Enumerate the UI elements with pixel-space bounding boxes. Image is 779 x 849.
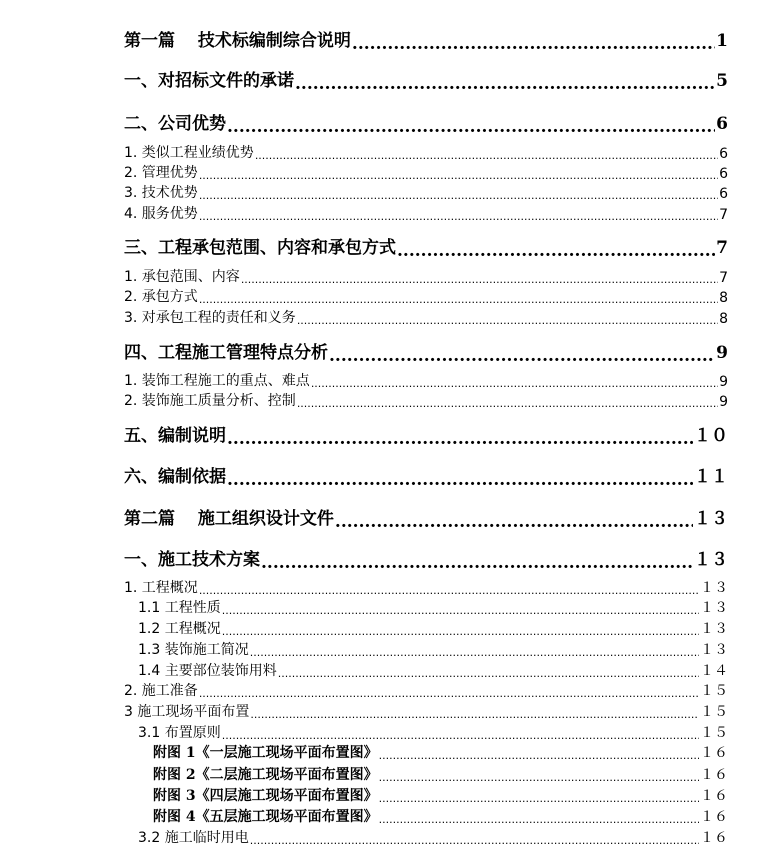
toc-entry-page: １３ [694, 509, 728, 529]
toc-entry[interactable] [124, 370, 728, 390]
toc-entry[interactable] [138, 722, 728, 742]
dot-leader [379, 770, 699, 784]
toc-entry-page: １０ [694, 426, 728, 446]
toc-entry-label: 第二篇 施工组织设计文件 [124, 509, 334, 529]
toc-entry-page: 6 [719, 186, 728, 202]
toc-entry-label: 2. 施工准备 [124, 683, 198, 699]
toc-entry[interactable] [124, 109, 728, 134]
toc-entry-label: 1.2 工程概况 [138, 621, 221, 637]
toc-entry-label: 3. 对承包工程的责任和义务 [124, 310, 296, 326]
toc-entry-page: １３ [700, 600, 728, 616]
toc-entry-page: １５ [700, 725, 728, 741]
dot-leader [278, 666, 699, 680]
dot-leader [335, 512, 693, 529]
toc-entry-page: 9 [719, 374, 728, 390]
toc-entry-label: 一、对招标文件的承诺 [124, 71, 294, 91]
dot-leader [241, 272, 718, 286]
toc-entry-page: 6 [719, 146, 728, 162]
dot-leader [379, 791, 699, 805]
toc-entry-page: １１ [694, 467, 728, 487]
toc-entry[interactable] [124, 233, 728, 258]
dot-leader [250, 645, 699, 659]
toc-entry-label: 附图 1《一层施工现场平面布置图》 [153, 745, 378, 761]
toc-entry[interactable] [153, 764, 728, 784]
toc-entry[interactable] [138, 827, 728, 847]
dot-leader [227, 470, 693, 487]
dot-leader [295, 74, 715, 91]
toc-entry-page: １５ [700, 683, 728, 699]
toc-entry[interactable] [124, 504, 728, 529]
toc-entry-label: 附图 2《二层施工现场平面布置图》 [153, 767, 378, 783]
toc-entry[interactable] [124, 142, 728, 162]
dot-leader [255, 148, 718, 162]
dot-leader [222, 603, 699, 617]
toc-entry-page: １６ [700, 788, 728, 804]
toc-entry-page: １３ [700, 580, 728, 596]
toc-entry[interactable] [124, 421, 728, 446]
toc-entry[interactable] [138, 639, 728, 659]
dot-leader [199, 583, 699, 597]
toc-entry-page: １４ [700, 663, 728, 679]
toc-entry-page: 8 [719, 311, 728, 327]
toc-entry-page: １６ [700, 809, 728, 825]
toc-entry-label: 1.3 装饰施工简况 [138, 642, 249, 658]
dot-leader [379, 748, 699, 762]
toc-entry-page: 7 [719, 207, 728, 223]
toc-entry[interactable] [124, 162, 728, 182]
toc-entry-label: 第一篇 技术标编制综合说明 [124, 31, 351, 51]
toc-entry[interactable] [124, 701, 728, 721]
dot-leader [352, 34, 715, 51]
toc-entry[interactable] [138, 660, 728, 680]
toc-entry-label: 三、工程承包范围、内容和承包方式 [124, 238, 396, 258]
toc-entry[interactable] [124, 26, 728, 51]
dot-leader [227, 429, 693, 446]
dot-leader [250, 833, 699, 847]
toc-entry-label: 1. 承包范围、内容 [124, 269, 240, 285]
toc-entry[interactable] [124, 338, 728, 363]
toc-entry-label: 1. 装饰工程施工的重点、难点 [124, 373, 310, 389]
toc-entry-page: １６ [700, 745, 728, 761]
toc-entry[interactable] [138, 597, 728, 617]
toc-entry-page: １３ [694, 550, 728, 570]
toc-entry-page: 6 [716, 114, 728, 134]
toc-entry-label: 4. 服务优势 [124, 206, 198, 222]
dot-leader [199, 168, 718, 182]
dot-leader [379, 812, 699, 826]
dot-leader [222, 728, 699, 742]
toc-entry[interactable] [124, 286, 728, 306]
toc-entry-label: 1. 类似工程业绩优势 [124, 145, 254, 161]
toc-entry[interactable] [124, 266, 728, 286]
toc-entry-label: 1. 工程概况 [124, 580, 198, 596]
dot-leader [297, 396, 718, 410]
toc-entry[interactable] [153, 785, 728, 805]
toc-entry-page: 9 [716, 343, 728, 363]
toc-entry-page: １６ [700, 830, 728, 846]
dot-leader [329, 346, 715, 363]
toc-entry[interactable] [138, 618, 728, 638]
dot-leader [250, 707, 699, 721]
toc-entry-page: 6 [719, 166, 728, 182]
toc-entry[interactable] [124, 462, 728, 487]
toc-entry-label: 附图 4《五层施工现场平面布置图》 [153, 809, 378, 825]
toc-entry-label: 四、工程施工管理特点分析 [124, 343, 328, 363]
toc-entry-page: 8 [719, 290, 728, 306]
toc-entry-label: 附图 3《四层施工现场平面布置图》 [153, 788, 378, 804]
toc-entry[interactable] [124, 66, 728, 91]
dot-leader [297, 313, 718, 327]
toc-entry-label: 六、编制依据 [124, 467, 226, 487]
toc-entry[interactable] [153, 742, 728, 762]
toc-entry[interactable] [124, 577, 728, 597]
toc-entry-page: 7 [716, 238, 728, 258]
toc-entry[interactable] [124, 182, 728, 202]
toc-entry-page: 9 [719, 394, 728, 410]
toc-entry-label: 一、施工技术方案 [124, 550, 260, 570]
toc-entry-label: 3.2 施工临时用电 [138, 830, 249, 846]
toc-entry-label: 3 施工现场平面布置 [124, 704, 250, 720]
toc-entry-label: 3.1 布置原则 [138, 725, 221, 741]
toc-entry-page: １３ [700, 642, 728, 658]
toc-entry-page: １６ [700, 767, 728, 783]
toc-entry-label: 五、编制说明 [124, 426, 226, 446]
toc-entry-label: 1.4 主要部位装饰用料 [138, 663, 277, 679]
dot-leader [199, 292, 718, 306]
toc-entry-label: 2. 管理优势 [124, 165, 198, 181]
dot-leader [261, 553, 693, 570]
dot-leader [199, 209, 718, 223]
toc-entry-page: １３ [700, 621, 728, 637]
toc-entry-label: 2. 装饰施工质量分析、控制 [124, 393, 296, 409]
toc-entry-label: 2. 承包方式 [124, 289, 198, 305]
toc-entry-label: 二、公司优势 [124, 114, 226, 134]
toc-entry[interactable] [153, 806, 728, 826]
toc-entry-page: 1 [716, 31, 728, 51]
dot-leader [222, 624, 699, 638]
toc-entry-page: １５ [700, 704, 728, 720]
toc-entry-page: 7 [719, 270, 728, 286]
toc-entry[interactable] [124, 307, 728, 327]
toc-entry[interactable] [124, 390, 728, 410]
dot-leader [199, 686, 699, 700]
toc-entry-label: 1.1 工程性质 [138, 600, 221, 616]
toc-entry[interactable] [124, 545, 728, 570]
dot-leader [199, 188, 718, 202]
toc-entry[interactable] [124, 203, 728, 223]
dot-leader [227, 117, 715, 134]
toc-entry-label: 3. 技术优势 [124, 185, 198, 201]
dot-leader [311, 376, 718, 390]
toc-entry[interactable] [124, 680, 728, 700]
toc-entry-page: 5 [716, 71, 728, 91]
dot-leader [397, 241, 715, 258]
